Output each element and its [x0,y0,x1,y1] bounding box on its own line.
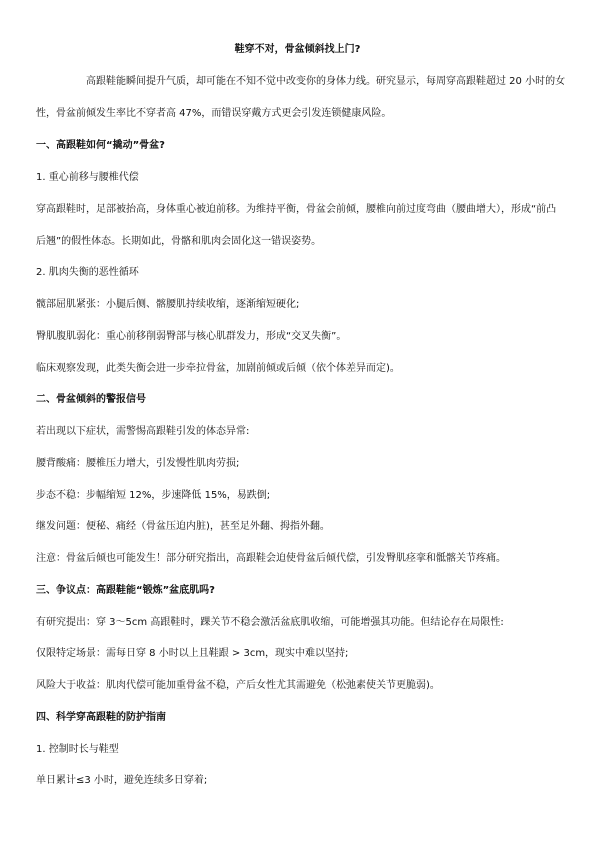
subsection-title: 1. 控制时长与鞋型 [36,744,119,755]
list-item: 臀肌腹肌弱化：重心前移削弱臀部与核心肌群发力，形成“交叉失衡”。 [36,331,347,342]
section-heading: 四、科学穿高跟鞋的防护指南 [36,712,166,723]
subsection-title: 2. 肌肉失衡的恶性循环 [36,267,139,278]
section-heading: 二、骨盆倾斜的警报信号 [36,394,146,405]
subsection-title: 1. 重心前移与腰椎代偿 [36,172,139,183]
intro-paragraph-line: 高跟鞋能瞬间提升气质，却可能在不知不觉中改变你的身体力线。研究显示，每周穿高跟鞋超过 20 小时的女 [86,76,566,87]
list-item: 仅限特定场景：需每日穿 8 小时以上且鞋跟 > 3cm，现实中难以坚持; [36,648,349,659]
list-item: 腰背酸痛：腰椎压力增大，引发慢性肌肉劳损; [36,458,240,469]
list-item: 单日累计≤3 小时，避免连续多日穿着; [36,775,208,786]
body-text-line: 穿高跟鞋时，足部被抬高，身体重心被迫前移。为维持平衡，骨盆会前倾，腰椎向前过度弯曲（腰曲增大），形成“前凸 [36,204,557,215]
note-text: 注意：骨盆后倾也可能发生！部分研究指出，高跟鞋会迫使骨盆后倾代偿，引发臀肌痉挛和骶髂关节疼痛。 [36,553,506,564]
lead-text: 有研究提出：穿 3～5cm 高跟鞋时，踝关节不稳会激活盆底肌收缩，可能增强其功能。但结论存在局限性: [36,617,504,628]
document-title: 鞋穿不对，骨盆倾斜找上门? [234,44,361,55]
body-text-line: 后翘”的假性体态。长期如此，骨骼和肌肉会固化这一错误姿势。 [36,236,322,247]
section-heading: 三、争议点：高跟鞋能“锻炼”盆底肌吗? [36,585,215,596]
list-item: 继发问题：便秘、痛经（骨盆压迫内脏)，甚至足外翻、拇指外翻。 [36,521,330,532]
lead-text: 若出现以下症状，需警惕高跟鞋引发的体态异常: [36,426,250,437]
section-heading: 一、高跟鞋如何“撬动”骨盆? [36,140,165,151]
note-text: 临床观察发现，此类失衡会进一步牵拉骨盆，加剧前倾或后倾（依个体差异而定)。 [36,363,400,374]
list-item: 风险大于收益：肌肉代偿可能加重骨盆不稳，产后女性尤其需避免（松弛素使关节更脆弱)。 [36,680,440,691]
intro-paragraph-line: 性，骨盆前倾发生率比不穿者高 47%，而错误穿戴方式更会引发连锁健康风险。 [36,108,392,119]
list-item: 步态不稳：步幅缩短 12%，步速降低 15%，易跌倒; [36,490,271,501]
list-item: 髋部屈肌紧张：小腿后侧、髂腰肌持续收缩，逐渐缩短硬化; [36,299,300,310]
